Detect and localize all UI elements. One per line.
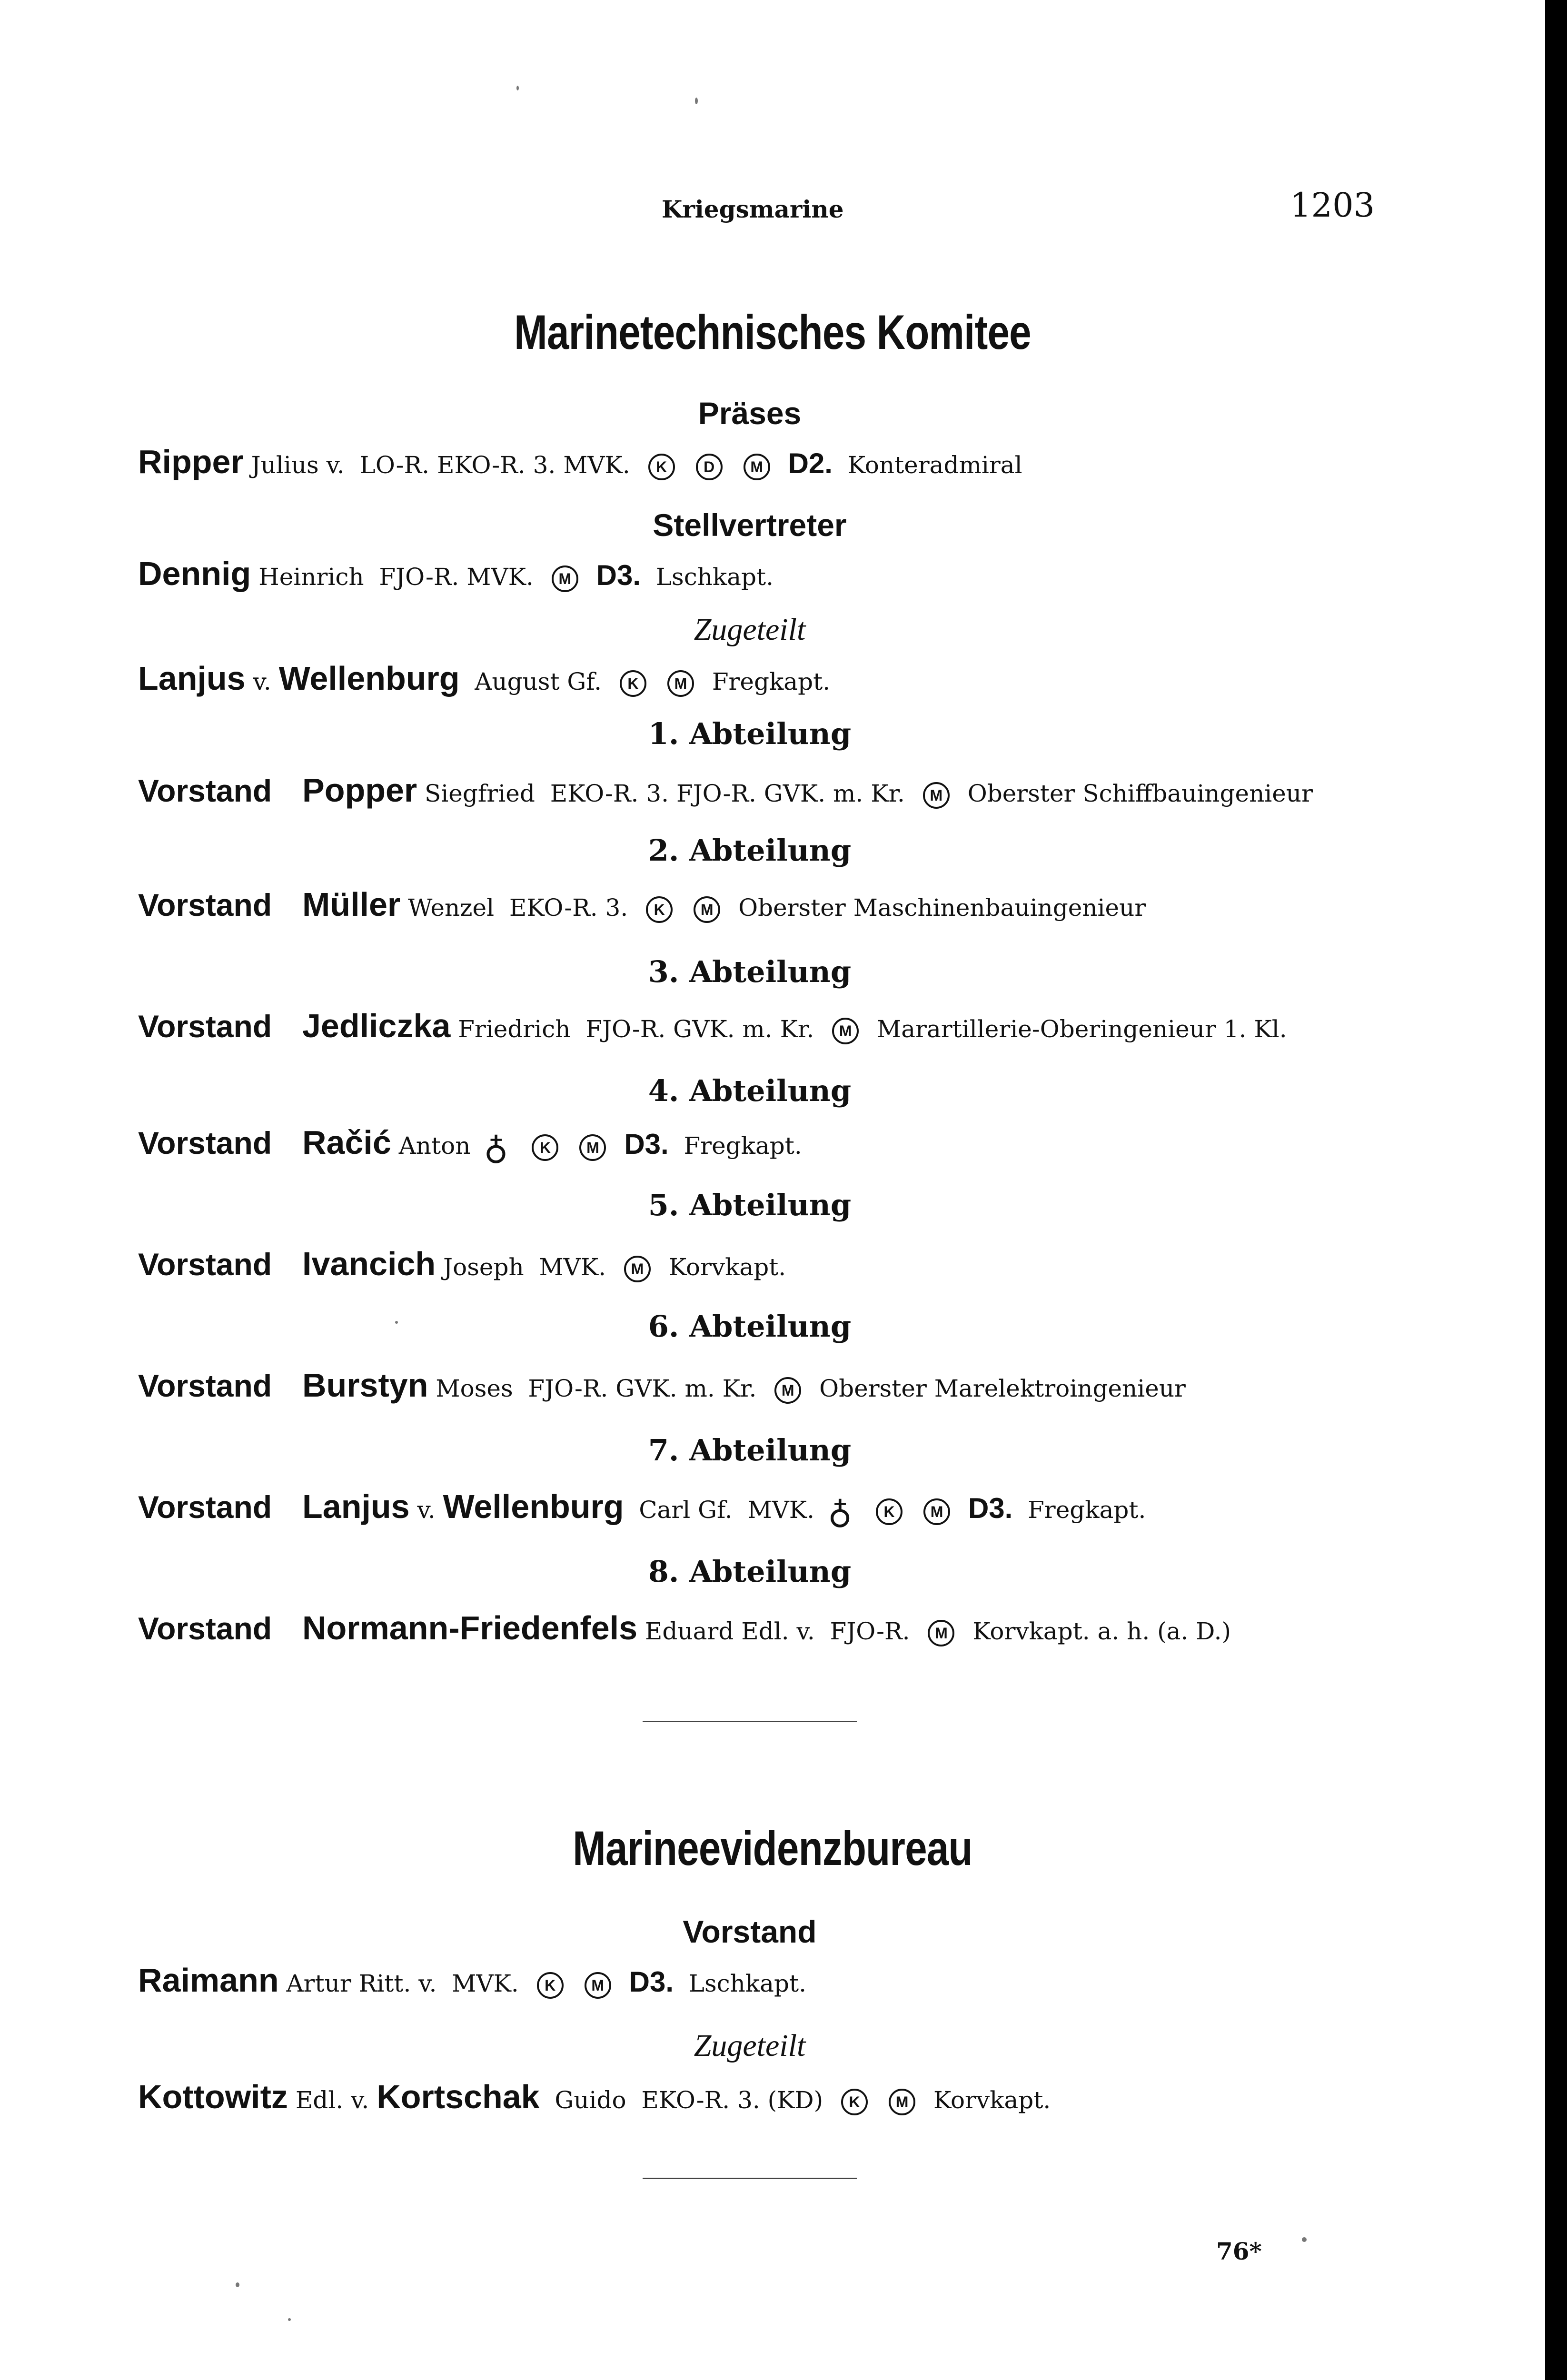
scan-speck (695, 98, 698, 104)
entry-abteilung (138, 885, 1509, 923)
vorstand-label: Vorstand (138, 887, 272, 922)
badge-m-icon: M (923, 782, 950, 809)
section-divider (643, 1721, 857, 1722)
entry-given: Siegfried (425, 780, 535, 807)
entry-honors: FJO-R. GVK. m. Kr. (585, 1015, 814, 1043)
entry-rank: Korvkapt. a. h. (a. D.) (972, 1617, 1231, 1645)
entry-rank: Korvkapt. (933, 2086, 1051, 2114)
heading-abteilung: 6. Abteilung (648, 1309, 852, 1344)
entry-abteilung (138, 1007, 1509, 1045)
entry-abteilung (138, 1488, 1509, 1531)
entry-surname: Lanjus (138, 660, 246, 697)
entry-surname: Raimann (138, 1962, 279, 1999)
entry-honors: EKO-R. 3. FJO-R. GVK. m. Kr. (550, 780, 905, 807)
heading-abteilung: 5. Abteilung (648, 1188, 852, 1222)
entry-honors: MVK. (452, 1970, 519, 1997)
heading-vorstand: Vorstand (683, 1914, 817, 1949)
entry-surname: Lanjus (302, 1488, 410, 1525)
heading-praeses: Präses (698, 396, 802, 431)
section-title-komitee: Marinetechnisches Komitee (514, 305, 1031, 359)
entry-surname: Ripper (138, 443, 244, 480)
entry-surname-b: Wellenburg (443, 1488, 624, 1525)
scan-border (1545, 0, 1567, 2380)
running-title: Kriegsmarine (662, 195, 844, 223)
entry-honors: FJO-R. (830, 1617, 910, 1645)
entry-praeses (138, 443, 1509, 481)
badge-d-icon: D (696, 454, 723, 480)
heading-zugeteilt: Zugeteilt (694, 612, 806, 647)
entry-particle: Edl. v. (295, 2086, 369, 2114)
badge-m-icon: M (928, 1620, 954, 1646)
entry-honors: LO-R. EKO-R. 3. MVK. (359, 451, 630, 479)
entry-abteilung (138, 1245, 1509, 1283)
entry-given: Carl Gf. (639, 1496, 733, 1524)
badge-m-icon: M (774, 1377, 801, 1404)
entry-rank: Korvkapt. (668, 1253, 786, 1281)
heading-abteilung: 7. Abteilung (648, 1433, 852, 1468)
badge-m-icon: M (579, 1134, 606, 1161)
heading-abteilung: 3. Abteilung (648, 954, 852, 989)
vorstand-label: Vorstand (138, 1489, 272, 1525)
entry-surname: Dennig (138, 555, 251, 592)
entry-surname: Normann-Friedenfels (302, 1609, 637, 1646)
badge-m-icon: M (624, 1256, 651, 1282)
entry-honors: MVK. (539, 1253, 606, 1281)
entry-surname: Burstyn (302, 1367, 428, 1404)
entry-given: Friedrich (458, 1015, 571, 1043)
badge-k-icon: K (841, 2089, 868, 2115)
scan-speck (236, 2282, 239, 2287)
badge-k-icon: K (532, 1134, 558, 1161)
entry-abteilung (138, 771, 1509, 809)
entry-given: Moses (436, 1375, 513, 1402)
entry-rank: Fregkapt. (1028, 1496, 1146, 1524)
signature-mark: 76* (1216, 2237, 1262, 2265)
entry-rank: Fregkapt. (684, 1132, 802, 1160)
entry-given: Joseph (443, 1253, 524, 1281)
entry-rank: Oberster Maschinenbauingenieur (738, 894, 1146, 922)
vorstand-label: Vorstand (138, 1368, 272, 1403)
badge-m-icon: M (552, 565, 578, 592)
entry-zugeteilt (138, 2078, 1509, 2116)
entry-particle: v. (417, 1496, 436, 1524)
heading-abteilung: 1. Abteilung (648, 716, 852, 751)
heading-abteilung: 8. Abteilung (648, 1554, 852, 1589)
scan-speck (288, 2318, 291, 2321)
entry-given: Julius v. (251, 451, 345, 479)
entry-stellvertreter (138, 555, 1509, 593)
entry-honors: EKO-R. 3. (KD) (641, 2086, 823, 2114)
vorstand-label: Vorstand (138, 1611, 272, 1646)
section-title-evidenzbureau: Marineevidenzbureau (573, 1821, 972, 1875)
badge-m-icon: M (744, 454, 770, 480)
entry-surname: Račić (302, 1124, 391, 1161)
entry-given: Guido (555, 2086, 626, 2114)
entry-honors: FJO-R. MVK. (379, 563, 534, 591)
vorstand-label: Vorstand (138, 1247, 272, 1282)
entry-given: August Gf. (475, 668, 602, 695)
badge-k-icon: K (537, 1972, 564, 1999)
entry-honors: EKO-R. 3. (509, 894, 628, 922)
heading-abteilung: 4. Abteilung (648, 1073, 852, 1108)
vorstand-label: Vorstand (138, 773, 272, 808)
vorstand-label: Vorstand (138, 1009, 272, 1044)
entry-dcode: D3. (596, 559, 641, 591)
badge-k-icon: K (876, 1498, 903, 1525)
entry-dcode: D3. (629, 1966, 674, 1998)
decoration-ornament-icon: ♁ (484, 1128, 508, 1167)
page-number: 1203 (1290, 186, 1375, 225)
entry-given: Eduard Edl. v. (645, 1617, 815, 1645)
entry-surname: Müller (302, 886, 401, 923)
entry-zugeteilt (138, 659, 1509, 697)
badge-m-icon: M (585, 1972, 611, 1999)
scan-speck (395, 1321, 398, 1324)
entry-abteilung (138, 1366, 1509, 1404)
badge-k-icon: K (646, 896, 673, 923)
entry-dcode: D3. (624, 1128, 669, 1160)
entry-given: Anton (398, 1132, 471, 1160)
badge-m-icon: M (923, 1498, 950, 1525)
badge-m-icon: M (667, 670, 694, 697)
entry-rank: Marartillerie-Oberingenieur 1. Kl. (877, 1015, 1287, 1043)
badge-m-icon: M (832, 1018, 859, 1044)
entry-rank: Fregkapt. (712, 668, 831, 695)
entry-vorstand (138, 1961, 1509, 1999)
entry-dcode: D3. (968, 1492, 1013, 1524)
entry-given: Artur Ritt. v. (286, 1970, 437, 1997)
heading-zugeteilt: Zugeteilt (694, 2028, 806, 2063)
entry-surname: Popper (302, 772, 417, 809)
entry-surname-b: Wellenburg (278, 660, 460, 697)
badge-k-icon: K (648, 454, 675, 480)
entry-rank: Oberster Marelektroingenieur (819, 1375, 1186, 1402)
entry-surname: Jedliczka (302, 1007, 451, 1044)
decoration-ornament-icon: ♁ (827, 1492, 853, 1531)
entry-rank: Lschkapt. (688, 1970, 806, 1997)
entry-abteilung (138, 1609, 1509, 1647)
entry-surname-b: Kortschak (377, 2078, 540, 2115)
entry-surname: Ivancich (302, 1245, 436, 1282)
badge-m-icon: M (694, 896, 720, 923)
entry-rank: Konteradmiral (847, 451, 1022, 479)
badge-k-icon: K (620, 670, 646, 697)
entry-particle: v. (253, 668, 271, 695)
entry-given: Wenzel (408, 894, 495, 922)
scan-speck (516, 86, 519, 90)
entry-given: Heinrich (258, 563, 364, 591)
scan-speck (1302, 2237, 1307, 2242)
heading-abteilung: 2. Abteilung (648, 833, 852, 868)
entry-rank: Lschkapt. (655, 563, 774, 591)
entry-honors: MVK. (747, 1496, 815, 1524)
vorstand-label: Vorstand (138, 1125, 272, 1160)
entry-dcode: D2. (788, 447, 833, 479)
entry-surname: Kottowitz (138, 2078, 288, 2115)
badge-m-icon: M (889, 2089, 915, 2115)
section-divider (643, 2178, 857, 2179)
heading-stellvertreter: Stellvertreter (653, 507, 847, 543)
entry-rank: Oberster Schiffbauingenieur (967, 780, 1313, 807)
entry-abteilung (138, 1123, 1509, 1167)
entry-honors: FJO-R. GVK. m. Kr. (528, 1375, 757, 1402)
